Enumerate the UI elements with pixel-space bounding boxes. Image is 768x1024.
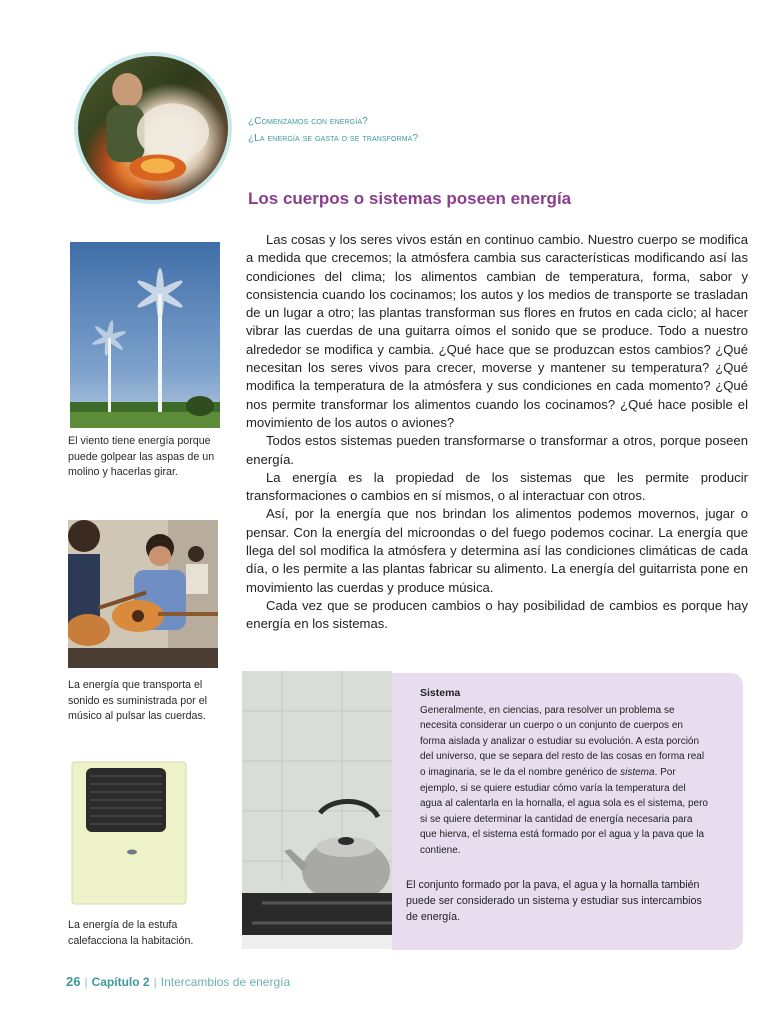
footer-separator: | [153,975,157,989]
body-paragraph: Todos estos sistemas pueden transformarse o transformar a otros, porque poseen energía. [246,433,748,467]
body-paragraph: Así, por la energía que nos brindan los alimentos podemos movernos, jugar o pensar. Con la energía del microondas o del fuego podemos cocinar. La energía que llega del sol modifica la atmósfera y determina así las condiciones climáticas de cada día, o les permite a las plantas fabricar su alimento. La energía del guitarrista pone en movimiento las cuerdas y produce música. [246,506,748,595]
sidebox-extra: El conjunto formado por la pava, el agua y la hornalla también puede ser considerado un sistema y estudiar sus intercambios de energía. [406,878,702,923]
kettle-photo [242,671,392,949]
intro-circle-photo [74,52,232,204]
sidebox-text-after: . Por ejemplo, si se quiere estudiar cómo varía la temperatura del agua al calentarla en la hornalla, el agua sola es el sistema, pero si se quiere determinar la cantidad de energía necesaria para que hierva, el sistema está formado por el agua y la pava que la contiene. [420,766,708,856]
sidebox-term: sistema [620,766,655,778]
body-paragraph: La energía es la propiedad de los sistemas que les permite producir transformaciones o cambios en sí mismos, o al interactuar con otros. [246,469,748,504]
sidebox-title: Sistema [420,687,461,699]
wind-turbines-photo [70,242,220,428]
caption-wind: El viento tiene energía porque puede golpear las aspas de un molino y hacerlas girar. [68,435,215,478]
page-footer [66,974,290,989]
sidebox-body [420,703,710,859]
chapter-label: Capítulo 2 [91,975,150,989]
page-number: 26 [66,974,81,989]
body-text [246,231,748,634]
question-2: ¿La energía se gasta o se transforma? [248,133,419,144]
body-paragraph: Las cosas y los seres vivos están en continuo cambio. Nuestro cuerpo se modifica a medida que crecemos; la atmósfera cambia sus características modificando así las condiciones del clima; los alimentos cambian de temperatura, forma, sabor y consistencia cuando los cocinamos; los autos y los medios de transporte se trasladan de un lugar a otro; las plantas transforman sus flores en frutos en cada ciclo; al hacer vibrar las cuerdas de una guitarra oímos el sonido que se produce. Todo a nuestro alrededor se modifica y cambia. ¿Qué hace que se produzcan estos cambios? ¿Qué necesitan los seres vivos para crecer, moverse y mantener su temperatura? ¿Qué modifica la temperatura de la atmósfera y sus condiciones en cada momento? ¿Qué nos permite transformar los alimentos cuando los cocinamos? ¿Qué hace posible el movimiento de los autos o aviones? [246,232,748,430]
body-paragraph: Cada vez que se producen cambios o hay posibilidad de cambios es porque hay energía en los sistemas. [246,597,748,632]
heater-photo [66,756,192,908]
chapter-title: Intercambios de energía [160,975,291,989]
intro-questions [248,113,418,147]
caption-heater: La energía de la estufa calefacciona la habitación. [68,919,194,947]
section-title: Los cuerpos o sistemas poseen energía [248,189,572,208]
guitar-players-photo [68,520,218,668]
caption-guitar: La energía que transporta el sonido es suministrada por el músico al pulsar las cuerdas. [68,679,208,722]
footer-separator: | [84,975,88,989]
question-1: ¿Comenzamos con energía? [248,116,368,127]
sidebox-text-before: Generalmente, en ciencias, para resolver un problema se necesita considerar un cuerpo o un conjunto de cuerpos en forma aislada y analizar o estudiar su evolución. A esta porción del universo, que se separa del resto de las cosas en forma real o imaginaria, se le da el nombre genérico de [420,704,705,778]
sistema-info-box [392,673,743,950]
